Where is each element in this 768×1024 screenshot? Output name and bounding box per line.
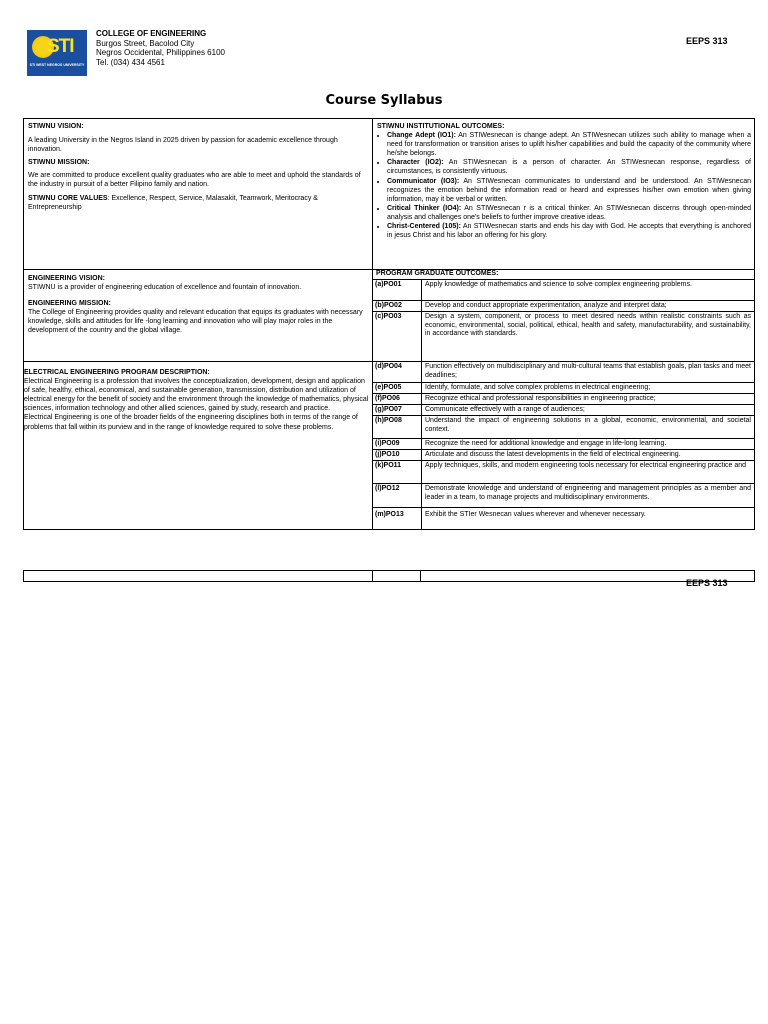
core-values-text: : Excellence, Respect, Service, Malasakit, Teamwork, Meritocracy & Entrepreneurship	[28, 194, 318, 211]
engineering-vision-text: STIWNU is a provider of engineering education of excellence and fountain of innovation.	[28, 284, 302, 292]
outcome-item	[387, 177, 751, 204]
po-text: Develop and conduct appropriate experimentation, analyze and interpret data;	[425, 302, 667, 309]
table-row	[372, 301, 755, 312]
outcome-name: Change Adept (IO1):	[387, 132, 456, 140]
po-text: Exhibit the STIer Wesnecan values wherever and whenever necessary.	[425, 511, 646, 518]
logo-text: STI	[47, 36, 74, 57]
po-code: (f)PO06	[373, 394, 422, 404]
table-row	[372, 361, 755, 383]
college-name: COLLEGE OF ENGINEERING	[96, 29, 207, 38]
table-row	[372, 383, 755, 394]
core-values-heading: STIWNU CORE VALUES	[28, 194, 108, 202]
po-text: Understand the impact of engineering solutions in a global, economic, environmental, and societal context.	[425, 417, 751, 433]
table-divider	[420, 570, 421, 582]
outcome-text: An STIWesnecan communicates to understand and be understood. An STIWesnecan recognizes the emotion behind the information read or heard and expresses his/her own emotion when giving information, may it be verbal or written.	[387, 177, 751, 203]
table-row	[372, 405, 755, 416]
table-row	[372, 394, 755, 405]
empty-table-row	[23, 570, 755, 582]
outcomes-heading: STIWNU INSTITUTIONAL OUTCOMES:	[377, 123, 505, 130]
mission-heading: STIWNU MISSION:	[28, 159, 90, 167]
po-code: (g)PO07	[373, 405, 422, 415]
logo-subtext: STI WEST NEGROS UNIVERSITY	[29, 63, 85, 67]
po-text: Articulate and discuss the latest developments in the field of electrical engineering.	[425, 451, 681, 458]
outcome-item	[387, 131, 751, 158]
po-code: (d)PO04	[373, 362, 422, 382]
table-row	[372, 279, 755, 301]
table-row	[372, 450, 755, 461]
engineering-vision-heading: ENGINEERING VISION:	[28, 275, 106, 282]
program-heading: ELECTRICAL ENGINEERING PROGRAM DESCRIPTION:	[24, 369, 210, 376]
table-row	[372, 416, 755, 439]
po-code: (a)PO01	[373, 280, 422, 300]
table-row	[372, 484, 755, 508]
outcome-name: Character (IO2):	[387, 159, 444, 167]
outcome-name: Communicator (IO3):	[387, 177, 460, 185]
outcomes-section	[377, 122, 751, 268]
pgo-heading: PROGRAM GRADUATE OUTCOMES:	[376, 270, 499, 277]
outcome-item	[387, 158, 751, 176]
address-line-2: Negros Occidental, Philippines 6100	[96, 48, 225, 57]
program-text-1: Electrical Engineering is a profession that involves the conceptualization, development, design and application of safe, healthy, ethical, economical, and sustainable generation, transmission, distribution and utilization of electrical energy for the benefit of society and the environment through the knowledge of mathematics, physical sciences, information technology and other allied sciences, gained by study, research and practice.	[24, 378, 369, 413]
outcome-text: An STIWesnecan is a person of character. An STIWesnecan response, regardless of circumstances, is consistently virtuous.	[387, 159, 751, 176]
course-code-bottom: EEPS 313	[686, 578, 728, 588]
engineering-mission-heading: ENGINEERING MISSION:	[28, 300, 111, 308]
vision-section	[28, 122, 366, 212]
po-code: (b)PO02	[373, 301, 422, 311]
po-code: (c)PO03	[373, 312, 422, 361]
table-row	[372, 312, 755, 362]
po-text: Recognize the need for additional knowledge and engage in life-long learning.	[425, 440, 667, 447]
vision-text: A leading University in the Negros Island in 2025 driven by passion for academic excellence through innovation.	[28, 137, 338, 154]
po-code: (l)PO12	[373, 484, 422, 507]
table-row	[372, 439, 755, 450]
page-title: Course Syllabus	[325, 93, 443, 108]
mission-text: We are committed to produce excellent quality graduates who are able to meet and uphold the standards of the industry in pursuit of a better Filipino family and nation.	[28, 172, 361, 189]
outcome-text: An STIWesnecan is change adept. An STIWesnecan utilizes such ability to manage when a need for transformation or transition arises to uplift his/her capabilities and build the capacity of the community where he/she belongs.	[387, 132, 751, 158]
po-text: Communicate effectively with a range of audiences;	[425, 406, 585, 413]
outcome-name: Critical Thinker (IO4):	[387, 204, 462, 212]
po-text: Function effectively on multidisciplinary and multi-cultural teams that establish goals, plan tasks and meet deadlines;	[425, 363, 751, 379]
po-code: (i)PO09	[373, 439, 422, 449]
table-divider	[372, 570, 373, 582]
sti-logo	[27, 30, 87, 76]
address-line-1: Burgos Street, Bacolod City	[96, 38, 195, 48]
po-code: (h)PO08	[373, 416, 422, 438]
table-row	[372, 508, 755, 530]
college-header	[96, 29, 225, 67]
po-code: (k)PO11	[373, 461, 422, 483]
outcome-item	[387, 222, 751, 240]
po-text: Apply knowledge of mathematics and science to solve complex engineering problems.	[425, 281, 692, 288]
telephone: Tel. (034) 434 4561	[96, 57, 165, 67]
po-code: (m)PO13	[373, 508, 422, 529]
core-values	[28, 194, 366, 212]
po-text: Identify, formulate, and solve complex problems in electrical engineering;	[425, 384, 651, 391]
outcome-item	[387, 204, 751, 222]
vision-heading: STIWNU VISION:	[28, 123, 84, 130]
course-code-top: EEPS 313	[686, 36, 728, 46]
po-text: Apply techniques, skills, and modern engineering tools necessary for electrical engineering practice and	[425, 462, 747, 469]
po-code: (j)PO10	[373, 450, 422, 460]
engineering-section	[28, 274, 368, 336]
program-text-2: Electrical Engineering is one of the broader fields of the engineering disciplines both in terms of the range of problems that fall within its purview and in the range of knowledge required to solve these problems.	[24, 414, 358, 431]
outcomes-list	[377, 131, 751, 240]
outcome-text: An STIWesnecan r is a critical thinker. An STIWesnecan discerns through open-minded analysis and challenges one's beliefs to further improve creative ideas.	[387, 204, 751, 221]
table-row	[372, 461, 755, 484]
program-section	[24, 368, 370, 432]
outcome-text: An STIWesnecan starts and ends his day with God. He accepts that everything is anchored in jesus Christ and his labor an offering for his glory.	[387, 223, 751, 240]
engineering-mission-text: The College of Engineering provides quality and relevant education that equips its graduates with necessary knowledge, skills and attitudes for life -long learning and innovation who will play major roles in the development of the country and the global village.	[28, 309, 363, 335]
po-code: (e)PO05	[373, 383, 422, 393]
po-text: Design a system, component, or process to meet desired needs within realistic constraints such as economic, environmental, social, political, ethical, health and safety, manufacturability, and sustainability, in accordance with standards.	[425, 313, 751, 338]
outcome-name: Christ-Centered (105):	[387, 223, 461, 231]
po-text: Demonstrate knowledge and understand of engineering and management principles as a member and leader in a team, to manage projects and multidisciplinary environments.	[425, 485, 751, 501]
po-text: Recognize ethical and professional responsibilities in engineering practice;	[425, 395, 656, 402]
